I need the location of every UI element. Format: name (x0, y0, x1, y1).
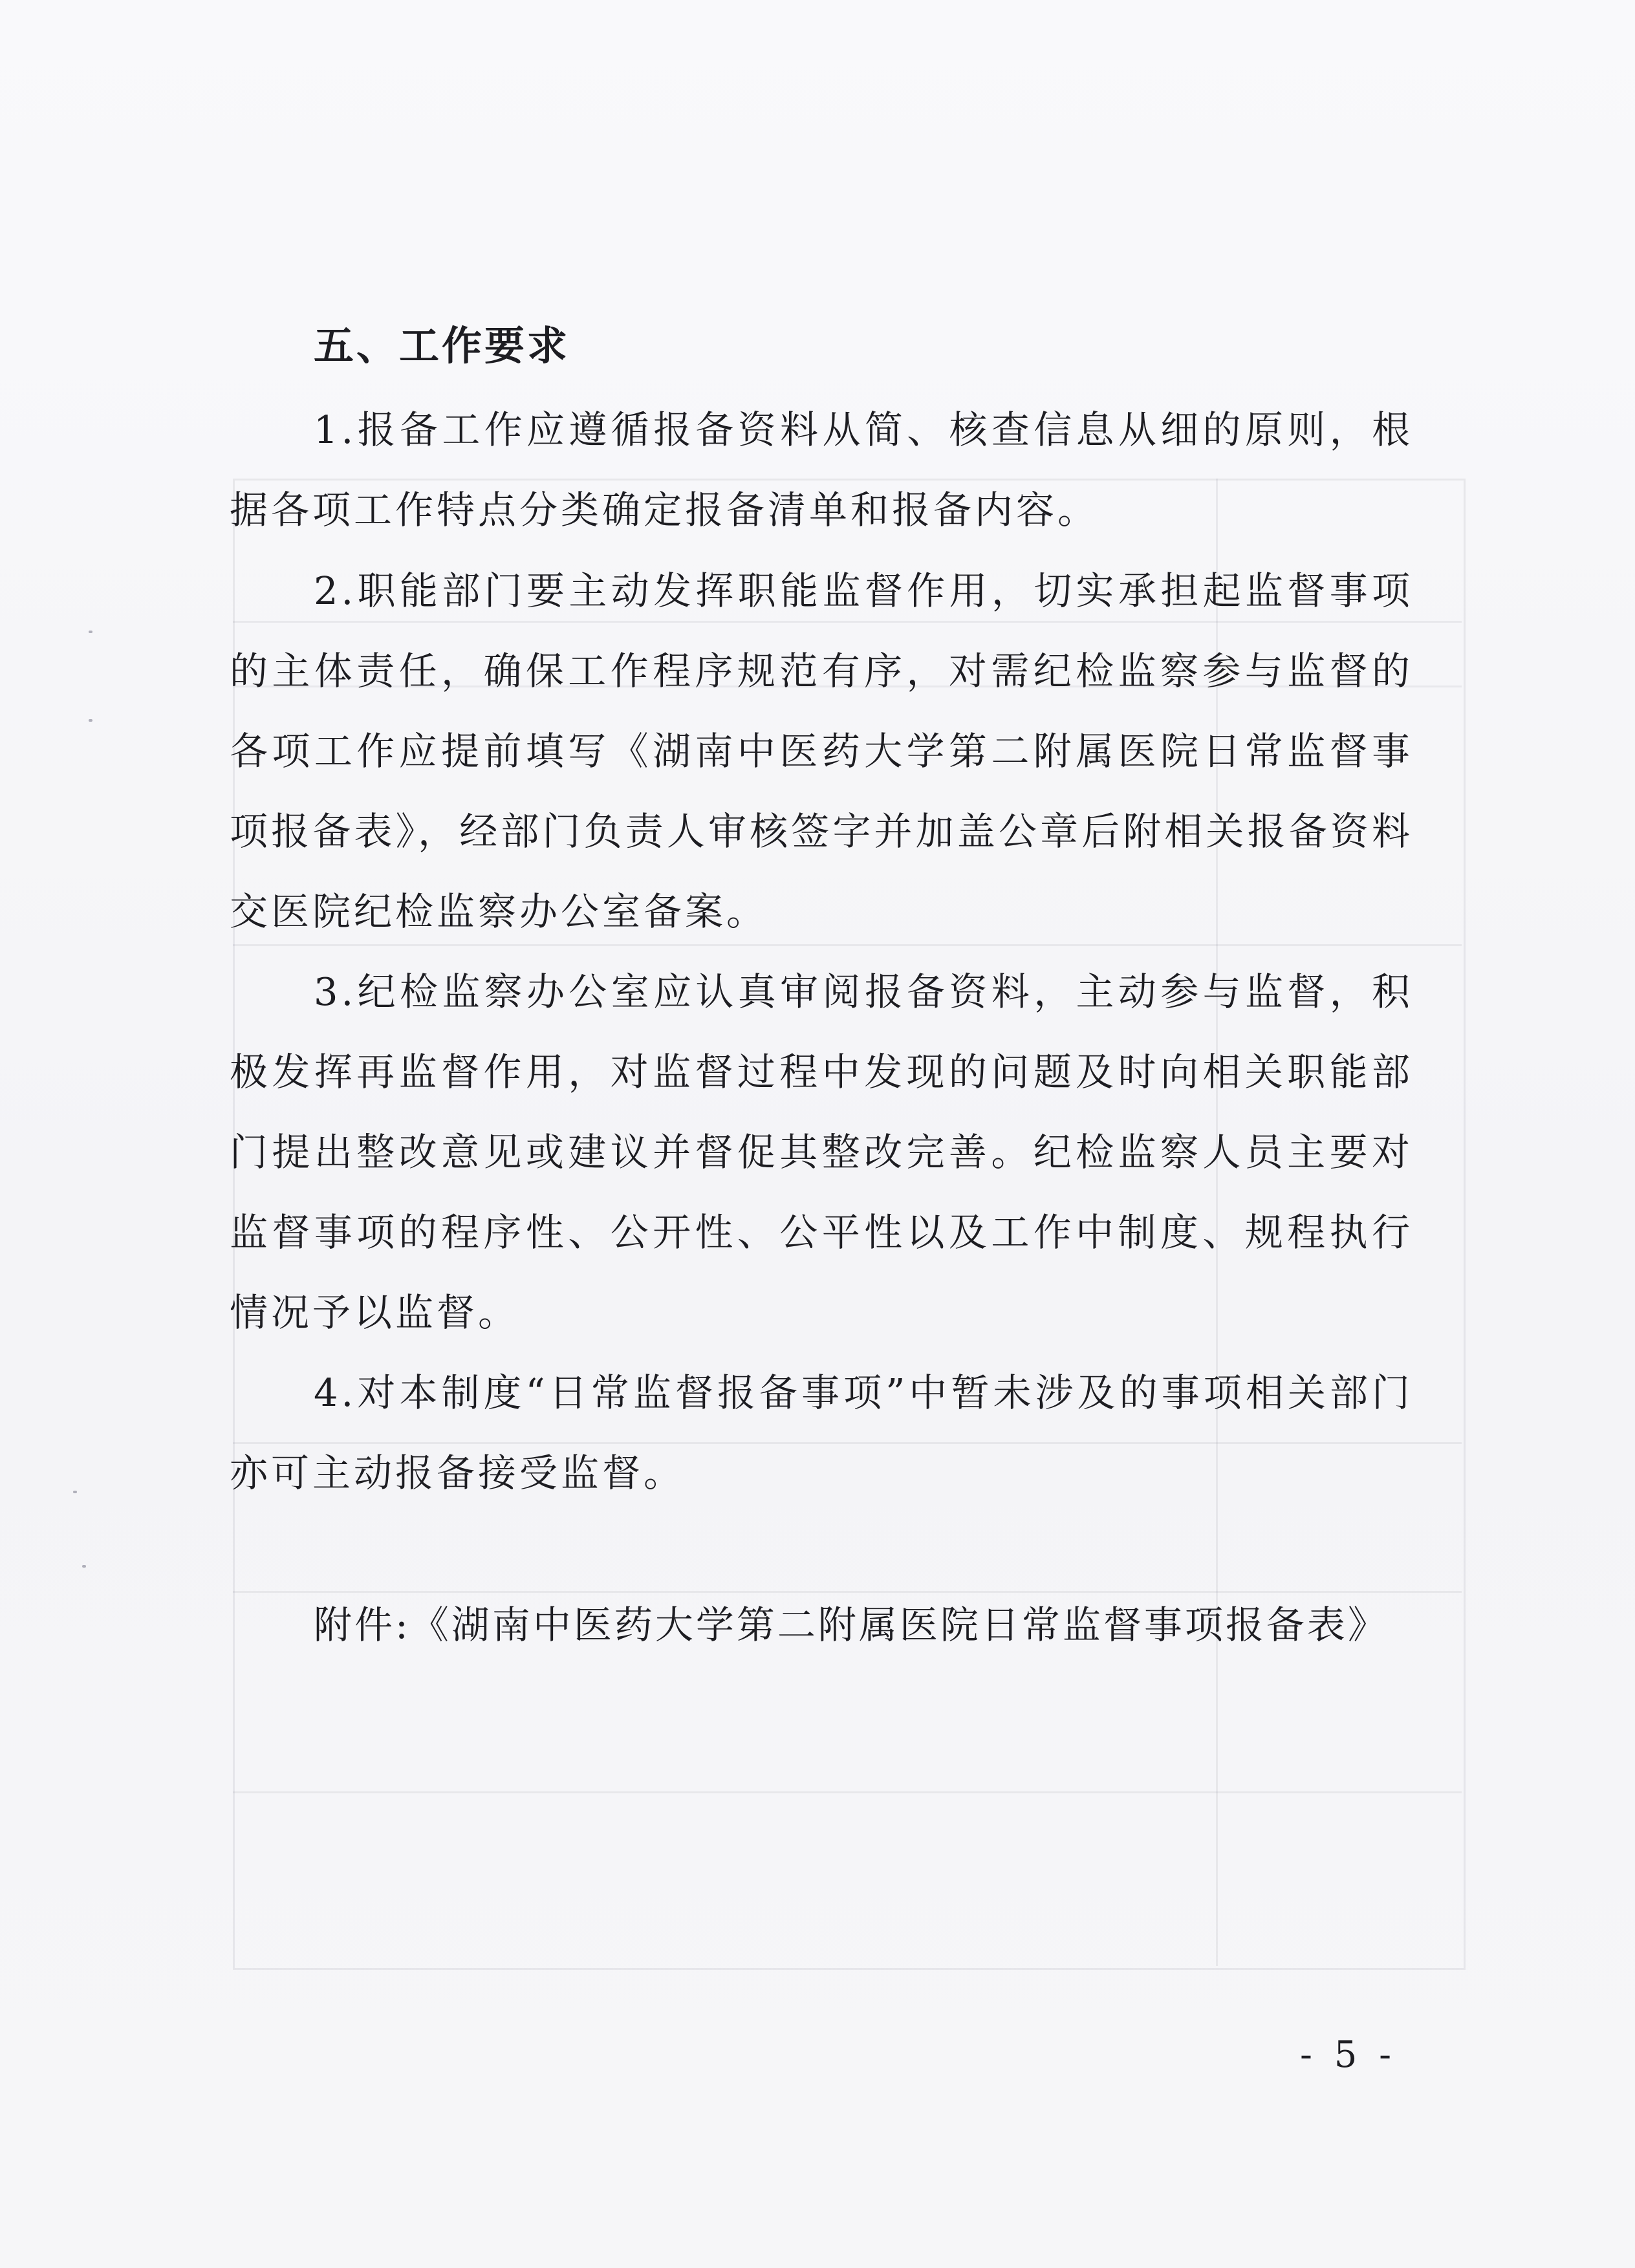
paragraph-1: 1.报备工作应遵循报备资料从简、核查信息从细的原则，根据各项工作特点分类确定报备清单和报备内容。 (230, 407, 1413, 532)
scan-speck (89, 719, 92, 722)
scan-speck (82, 1565, 86, 1568)
attachment-note: 附件:《湖南中医药大学第二附属医院日常监督事项报备表》 (314, 1603, 1389, 1647)
paragraph-2: 2.职能部门要主动发挥职能监督作用，切实承担起监督事项的主体责任，确保工作程序规范有序，对需纪检监察参与监督的各项工作应提前填写《湖南中医药大学第二附属医院日常监督事项报备表》，经部门负责人审核签字并加盖公章后附相关报备资料交医院纪检监察办公室备案。 (230, 568, 1413, 934)
section-heading: 五、工作要求 (314, 322, 570, 369)
scan-speck (89, 631, 92, 633)
bleed-through-line (233, 1791, 1462, 1793)
page-number: - 5 - (1300, 2034, 1397, 2076)
scan-speck (73, 1491, 77, 1493)
paragraph-3: 3.纪检监察办公室应认真审阅报备资料，主动参与监督，积极发挥再监督作用，对监督过程中发现的问题及时向相关职能部门提出整改意见或建议并督促其整改完善。纪检监察人员主要对监督事项的程序性、公开性、公平性以及工作中制度、规程执行情况予以监督。 (230, 969, 1413, 1335)
paragraph-4: 4.对本制度“日常监督报备事项”中暂未涉及的事项相关部门亦可主动报备接受监督。 (230, 1370, 1413, 1495)
bleed-through-line (233, 1591, 1462, 1593)
